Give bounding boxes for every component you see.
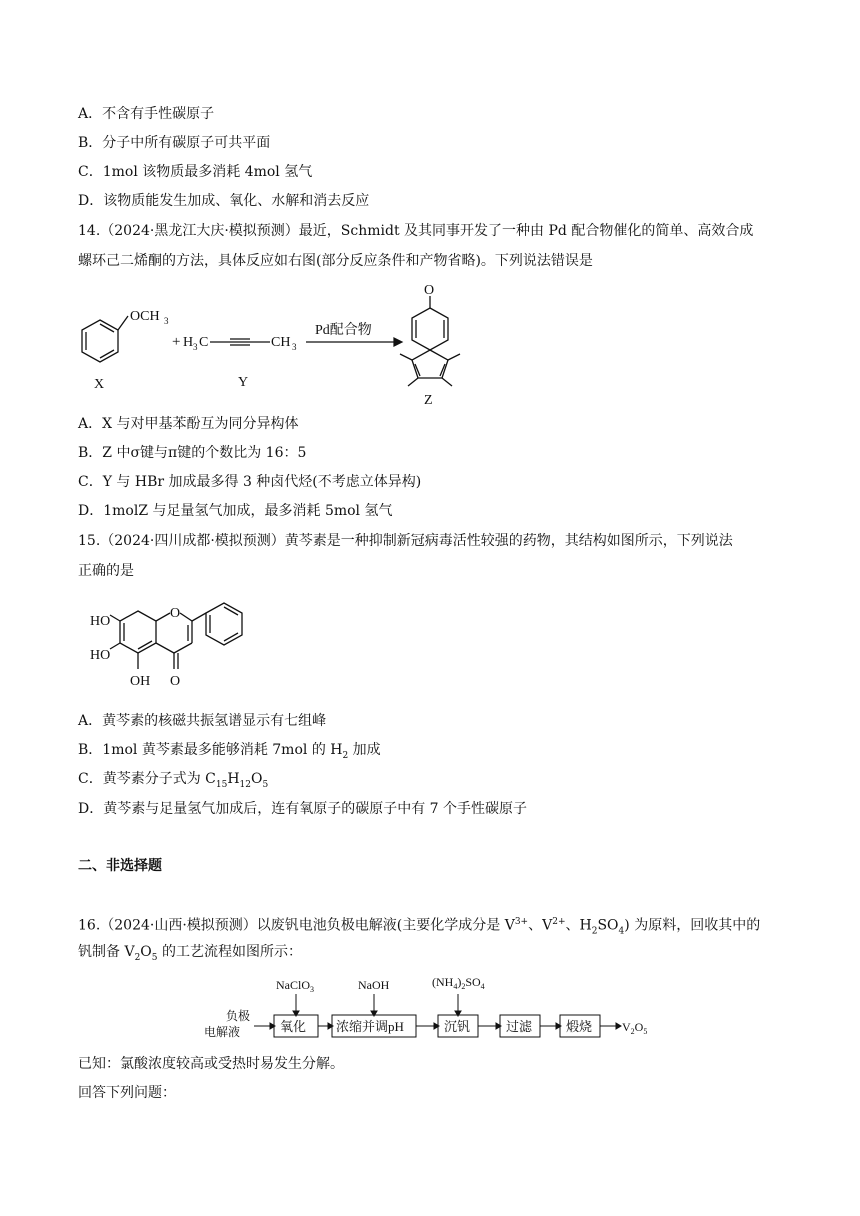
q14-option-a: A．X 与对甲基苯酚互为同分异构体 [78, 416, 299, 432]
flow-product-v2o5: $V_2O_5$ [622, 1020, 648, 1036]
q16-prompt: 回答下列问题： [78, 1085, 176, 1101]
q14-stem-line1: 14.（2024·黑龙江大庆·模拟预测）最近，Schmidt 及其同事开发了一种由 Pd 配合物催化的简单、高效合成 [78, 223, 754, 239]
q15-stem-line1: 15.（2024·四川成都·模拟预测）黄芩素是一种抑制新冠病毒活性较强的药物，其结构如图所示，下列说法 [78, 533, 733, 549]
x-label: X [94, 377, 105, 392]
q14-option-c: C．Y 与 HBr 加成最多得 3 种卤代烃(不考虑立体异构) [78, 474, 422, 490]
x-och3-sub: 3 [164, 316, 169, 326]
reagent-naoh: NaOH [358, 978, 390, 992]
arrow-catalyst-label: Pd配合物 [315, 323, 372, 338]
q14-option-b: B．Z 中σ键与π键的个数比为 16：5 [78, 445, 307, 461]
q13-option-d: D．该物质能发生加成、氧化、水解和消去反应 [78, 193, 370, 209]
x-och3-label: OCH [130, 309, 160, 324]
q15-option-a: A．黄芩素的核磁共振氢谱显示有七组峰 [78, 713, 327, 729]
y-h-sub: 3 [193, 342, 198, 352]
y-label: Y [238, 375, 249, 390]
q14-option-d: D．1molZ 与足量氢气加成，最多消耗 5mol 氢气 [78, 503, 393, 519]
q15-option-b: B．1mol 黄芩素最多能够消耗 7mol 的 $H_2$ 加成 [78, 742, 381, 761]
q13-option-c: C．1mol 该物质最多消耗 4mol 氢气 [78, 164, 313, 180]
flow-start-line2: 电解液 [204, 1025, 241, 1039]
plus-sign: + [172, 334, 181, 350]
triple-bond [210, 339, 270, 345]
z-label: Z [424, 393, 433, 408]
q16-note: 已知：氯酸浓度较高或受热时易发生分解。 [78, 1056, 344, 1072]
q16-stem-line1: 16.（2024·山西·模拟预测）以废钒电池负极电解液(主要化学成分是 $V^{3+}$、$V^{2+}$、$H_2SO_4$) 为原料，回收其中的 [78, 917, 761, 937]
reagent-ammonium-sulfate: $(NH_4)_2SO_4$ [432, 975, 485, 991]
reagent-naclo3: NaClO$_3$ [276, 978, 314, 994]
y-c-label: C [199, 335, 209, 350]
q13-option-a: A．不含有手性碳原子 [78, 106, 215, 122]
q13-option-b: B．分子中所有碳原子可共平面 [78, 135, 271, 151]
flow-step-precipitate: 沉钒 [444, 1019, 471, 1034]
q16-process-flow [200, 972, 670, 1048]
q14-stem-line2: 螺环己二烯酮的方法，具体反应如右图(部分反应条件和产物省略)。下列说法错误是 [78, 253, 593, 269]
molecule-x [82, 316, 128, 362]
reaction-arrow [306, 338, 402, 346]
flow-step-oxidize: 氧化 [280, 1019, 307, 1034]
flow-step-filter: 过滤 [506, 1019, 533, 1034]
molecule-z [400, 296, 460, 386]
q15-option-d: D．黄芩素与足量氢气加成后，连有氧原子的碳原子中有 7 个手性碳原子 [78, 801, 528, 817]
section-heading: 二、非选择题 [78, 858, 162, 874]
ho-label-middle: HO [90, 648, 111, 663]
q16-stem-line2: 钒制备 $V_2O_5$ 的工艺流程如图所示： [78, 944, 302, 963]
q14-reaction-diagram [70, 280, 490, 410]
flow-step-calcine: 煅烧 [566, 1019, 593, 1034]
keto-oxygen-label: O [170, 674, 181, 689]
ring-oxygen-label: O [170, 606, 181, 621]
q15-option-c: C．黄芩素分子式为 $C_{15}H_{12}O_5$ [78, 771, 269, 790]
flow-start-line1: 负极 [226, 1009, 251, 1023]
q15-baicalein-structure [88, 585, 288, 700]
oh-label-bottom: OH [130, 674, 151, 689]
y-ch3-label: CH [271, 335, 291, 350]
q15-stem-line2: 正确的是 [78, 563, 134, 579]
z-oxygen-label: O [424, 283, 435, 298]
y-ch3-sub: 3 [292, 342, 297, 352]
ho-label-top: HO [90, 614, 111, 629]
flow-step-concentrate: 浓缩并调pH [336, 1019, 404, 1034]
y-h-label: H [183, 335, 194, 350]
